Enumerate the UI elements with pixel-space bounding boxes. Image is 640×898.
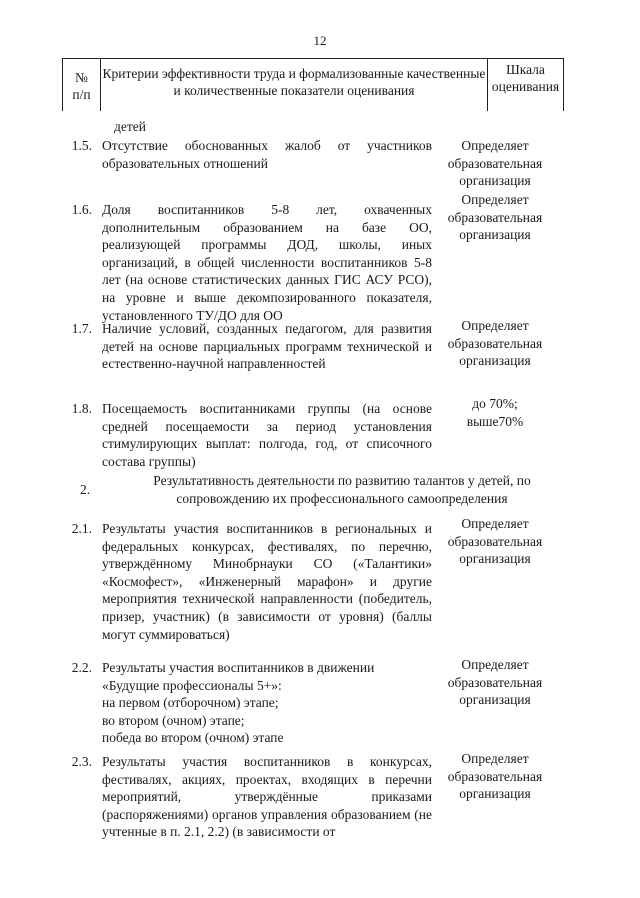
row-number: 1.5. (71, 138, 92, 153)
section-number: 2. (80, 482, 91, 497)
row-criteria: Результаты участия воспитанников в движении «Будущие профессионалы 5+»: на первом (отборочном) этапе; во втором (очном) этапе; победа во втором (очном) этапе (102, 660, 375, 746)
row-number: 2.3. (71, 754, 92, 769)
row-scale: Определяет образовательная организация (447, 138, 543, 189)
row-scale: Определяет образовательная организация (447, 516, 543, 567)
row-number: 1.7. (71, 321, 92, 336)
row-scale: Определяет образовательная организация (447, 751, 543, 802)
row-criteria: Результаты участия воспитанников в конкурсах, фестивалях, акциях, проектах, входящих в перечни мероприятий, утверждённые приказами (распоряжениями) органов управления образованием (не учтенные в п. 2.1, 2.2) (в зависимости от (102, 754, 432, 840)
row-scale: до 70%; выше70% (466, 396, 524, 429)
row-criteria: Посещаемость воспитанниками группы (на основе средней посещаемости за период установления стимулирующих выплат: полгода, год, от списочного состава группы) (102, 401, 432, 469)
row-number: 2.2. (71, 660, 92, 675)
row-criteria: Наличие условий, созданных педагогом, для развития детей на основе парциальных программ технической и естественно-научной направленностей (102, 321, 432, 372)
header-scale (488, 59, 563, 111)
row-scale: Определяет образовательная организация (447, 192, 543, 243)
header-criteria-text: Критерии эффективности труда и формализованные качественные и количественные показатели оценивания (102, 66, 486, 98)
row-criteria: Отсутствие обоснованных жалоб от участников образовательных отношений (102, 138, 432, 171)
row-scale: Определяет образовательная организация (447, 318, 543, 369)
row-criteria: Результаты участия воспитанников в региональных и федеральных конкурсах, фестивалях, по перечню, утверждённому Минобрнауки СО («Талантики» «Космофест», «Инженерный марафон» и другие мероприятия технической направленности (победитель, призер, участник) (в зависимости от уровня) (баллы могут суммироваться) (102, 521, 432, 642)
section-title: Результативность деятельности по развитию талантов у детей, по сопровождению их профессионального самоопределения (153, 473, 531, 506)
header-criteria (101, 59, 488, 111)
header-number-text: № п/п (72, 70, 91, 102)
header-number (63, 59, 101, 111)
row-number: 1.8. (71, 401, 92, 416)
header-scale-text: Шкала оценивания (491, 62, 560, 94)
row-criteria: Доля воспитанников 5-8 лет, охваченных дополнительным образованием на базе ОО, реализующей программы ДОД, школы, иных организаций, в общей численности воспитанников 5-8 лет (на основе статистических данных ГИС АСУ РСО), на уровне и выше декомпозированного показателя, установленного ТУ/ДО для ОО (102, 202, 432, 323)
row-number: 2.1. (71, 521, 92, 536)
continuation-text: детей (114, 119, 146, 134)
row-number: 1.6. (71, 202, 92, 217)
row-scale: Определяет образовательная организация (447, 657, 543, 708)
table-header (62, 58, 564, 111)
page-number: 12 (313, 33, 327, 48)
